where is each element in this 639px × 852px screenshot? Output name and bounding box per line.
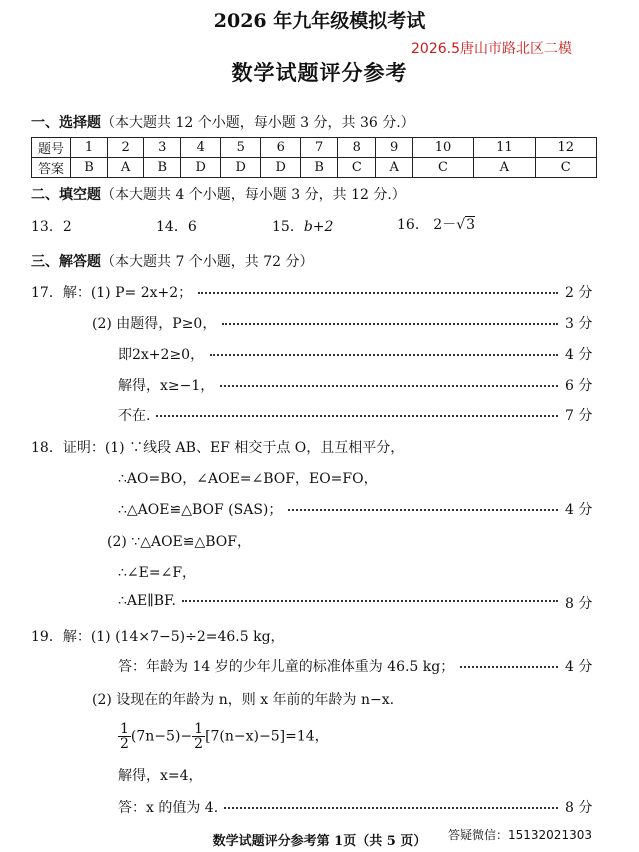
section2-heading: 二、填空题 <box>31 187 101 203</box>
section3-heading-line <box>31 251 314 271</box>
answer-2: A <box>107 158 143 178</box>
exam-source-tag: 2026.5唐山市路北区二模 <box>411 41 572 57</box>
solution-line-4 <box>118 375 558 395</box>
answer-table-answer-row <box>32 158 597 178</box>
solution-text: ∴△AOE≌△BOF (SAS)； <box>118 502 283 518</box>
solution-line-6 <box>31 437 404 457</box>
question-number-1: 1 <box>71 138 108 158</box>
dotted-leader <box>460 666 558 668</box>
exam-title: 2026 年九年级模拟考试 <box>213 10 426 32</box>
solution-text: 19．解：(1) (14×7−5)÷2=46.5 kg， <box>31 629 285 645</box>
solution-line-3 <box>118 344 558 364</box>
answer-9: A <box>376 158 412 178</box>
solution-line-7 <box>118 468 378 488</box>
answer-3: B <box>144 158 181 178</box>
solution-text: ∴AO=BO，∠AOE=∠BOF，EO=FO， <box>118 471 378 487</box>
dotted-leader <box>288 509 558 511</box>
dotted-leader <box>210 354 558 356</box>
question-number-11: 11 <box>474 138 535 158</box>
dotted-leader <box>222 323 558 325</box>
solution-line-10 <box>118 562 196 582</box>
fraction-half-1: $\frac{1}{2}$ <box>120 721 129 752</box>
row-label-answer: 答案 <box>32 158 71 178</box>
answer-12: C <box>535 158 596 178</box>
fill-item-16: 16． 2－√3 <box>397 217 476 233</box>
score-label: 3 分 <box>565 316 593 332</box>
section3-heading: 三、解答题 <box>31 254 101 270</box>
solution-line-14 <box>92 689 394 709</box>
section1-heading: 一、选择题 <box>31 115 101 131</box>
answer-7: B <box>301 158 338 178</box>
solution-line-1 <box>31 282 558 302</box>
section2-heading-line <box>31 184 406 204</box>
question-number-9: 9 <box>376 138 412 158</box>
solution-line-16 <box>118 797 558 817</box>
fraction-half-2: $\frac{1}{2}$ <box>194 721 204 752</box>
answer-10: C <box>412 158 473 178</box>
question-number-3: 3 <box>144 138 181 158</box>
solution-line-15 <box>118 765 203 785</box>
equation-19-2: $\frac{1}{2}$ (7n−5)− $\frac{1}{2}$ [7(n−x)−5]=14， <box>120 721 329 752</box>
section1-heading-line <box>31 112 415 132</box>
question-number-2: 2 <box>107 138 143 158</box>
solution-text: 答：x 的值为 4. <box>118 800 219 816</box>
score-label: 7 分 <box>565 408 593 424</box>
answer-table-number-row <box>32 138 597 158</box>
solution-line-2 <box>92 313 558 333</box>
answer-1: B <box>71 158 108 178</box>
section1-desc: （本大题共 12 个小题，每小题 3 分，共 36 分.） <box>101 115 415 131</box>
solution-text: 不在. <box>118 408 151 424</box>
question-number-4: 4 <box>181 138 221 158</box>
question-number-8: 8 <box>338 138 376 158</box>
score-label: 4 分 <box>565 502 593 518</box>
solution-line-5 <box>118 405 558 425</box>
question-number-7: 7 <box>301 138 338 158</box>
answer-table <box>31 137 597 178</box>
question-number-12: 12 <box>535 138 596 158</box>
fill-item-13: 13．2 <box>31 219 72 235</box>
fill-item-15: 15．b+2 <box>272 219 334 235</box>
solution-text: (2) 由题得，P≥0， <box>92 316 217 332</box>
score-label: 2 分 <box>565 285 593 301</box>
section2-desc: （本大题共 4 个小题，每小题 3 分，共 12 分.） <box>101 187 406 203</box>
question-number-6: 6 <box>261 138 301 158</box>
answer-6: D <box>261 158 301 178</box>
solution-text: 即2x+2≥0， <box>118 347 205 363</box>
answer-8: C <box>338 158 376 178</box>
answer-5: D <box>221 158 261 178</box>
score-label: 8 分 <box>565 800 593 816</box>
solution-line-9 <box>107 531 251 551</box>
solution-text: 17．解：(1) P= 2x+2； <box>31 285 193 301</box>
question-number-10: 10 <box>412 138 473 158</box>
document-subtitle: 数学试题评分参考 <box>231 60 408 85</box>
fill-item-14: 14．6 <box>156 219 197 235</box>
score-label: 4 分 <box>565 347 593 363</box>
sqrt-icon: √ <box>456 217 466 233</box>
dotted-leader <box>156 415 558 417</box>
score-label: 8 分 <box>565 596 593 612</box>
page-footer: 数学试题评分参考第 1页（共 5 页） <box>212 834 427 849</box>
dotted-leader <box>198 292 558 294</box>
question-number-5: 5 <box>221 138 261 158</box>
solution-text: ∴AE∥BF. <box>118 593 176 609</box>
row-label-number: 题号 <box>32 138 71 158</box>
solution-line-8 <box>118 499 558 519</box>
solution-line-12 <box>31 626 285 646</box>
dotted-leader <box>224 807 558 809</box>
answer-11: A <box>474 158 535 178</box>
solution-text: (2) ∵△AOE≌△BOF， <box>107 534 251 550</box>
answer-4: D <box>181 158 221 178</box>
score-label: 4 分 <box>565 659 593 675</box>
dotted-leader <box>182 600 558 602</box>
solution-line-13 <box>118 656 558 676</box>
solution-line-11 <box>118 593 558 609</box>
solution-text: 解得，x=4， <box>118 768 203 784</box>
solution-text: (2) 设现在的年龄为 n，则 x 年前的年龄为 n−x. <box>92 692 395 708</box>
solution-text: 答：年龄为 14 岁的少年儿童的标准体重为 46.5 kg； <box>118 659 455 675</box>
contact-info: 答疑微信：15132021303 <box>448 828 592 842</box>
solution-text: ∴∠E=∠F， <box>118 565 197 581</box>
solution-text: 解得，x≥−1， <box>118 378 215 394</box>
dotted-leader <box>220 385 558 387</box>
score-label: 6 分 <box>565 378 593 394</box>
solution-text: 18．证明：(1) ∵线段 AB、EF 相交于点 O，且互相平分， <box>31 440 405 456</box>
section3-desc: （本大题共 7 个小题，共 72 分） <box>101 254 314 270</box>
